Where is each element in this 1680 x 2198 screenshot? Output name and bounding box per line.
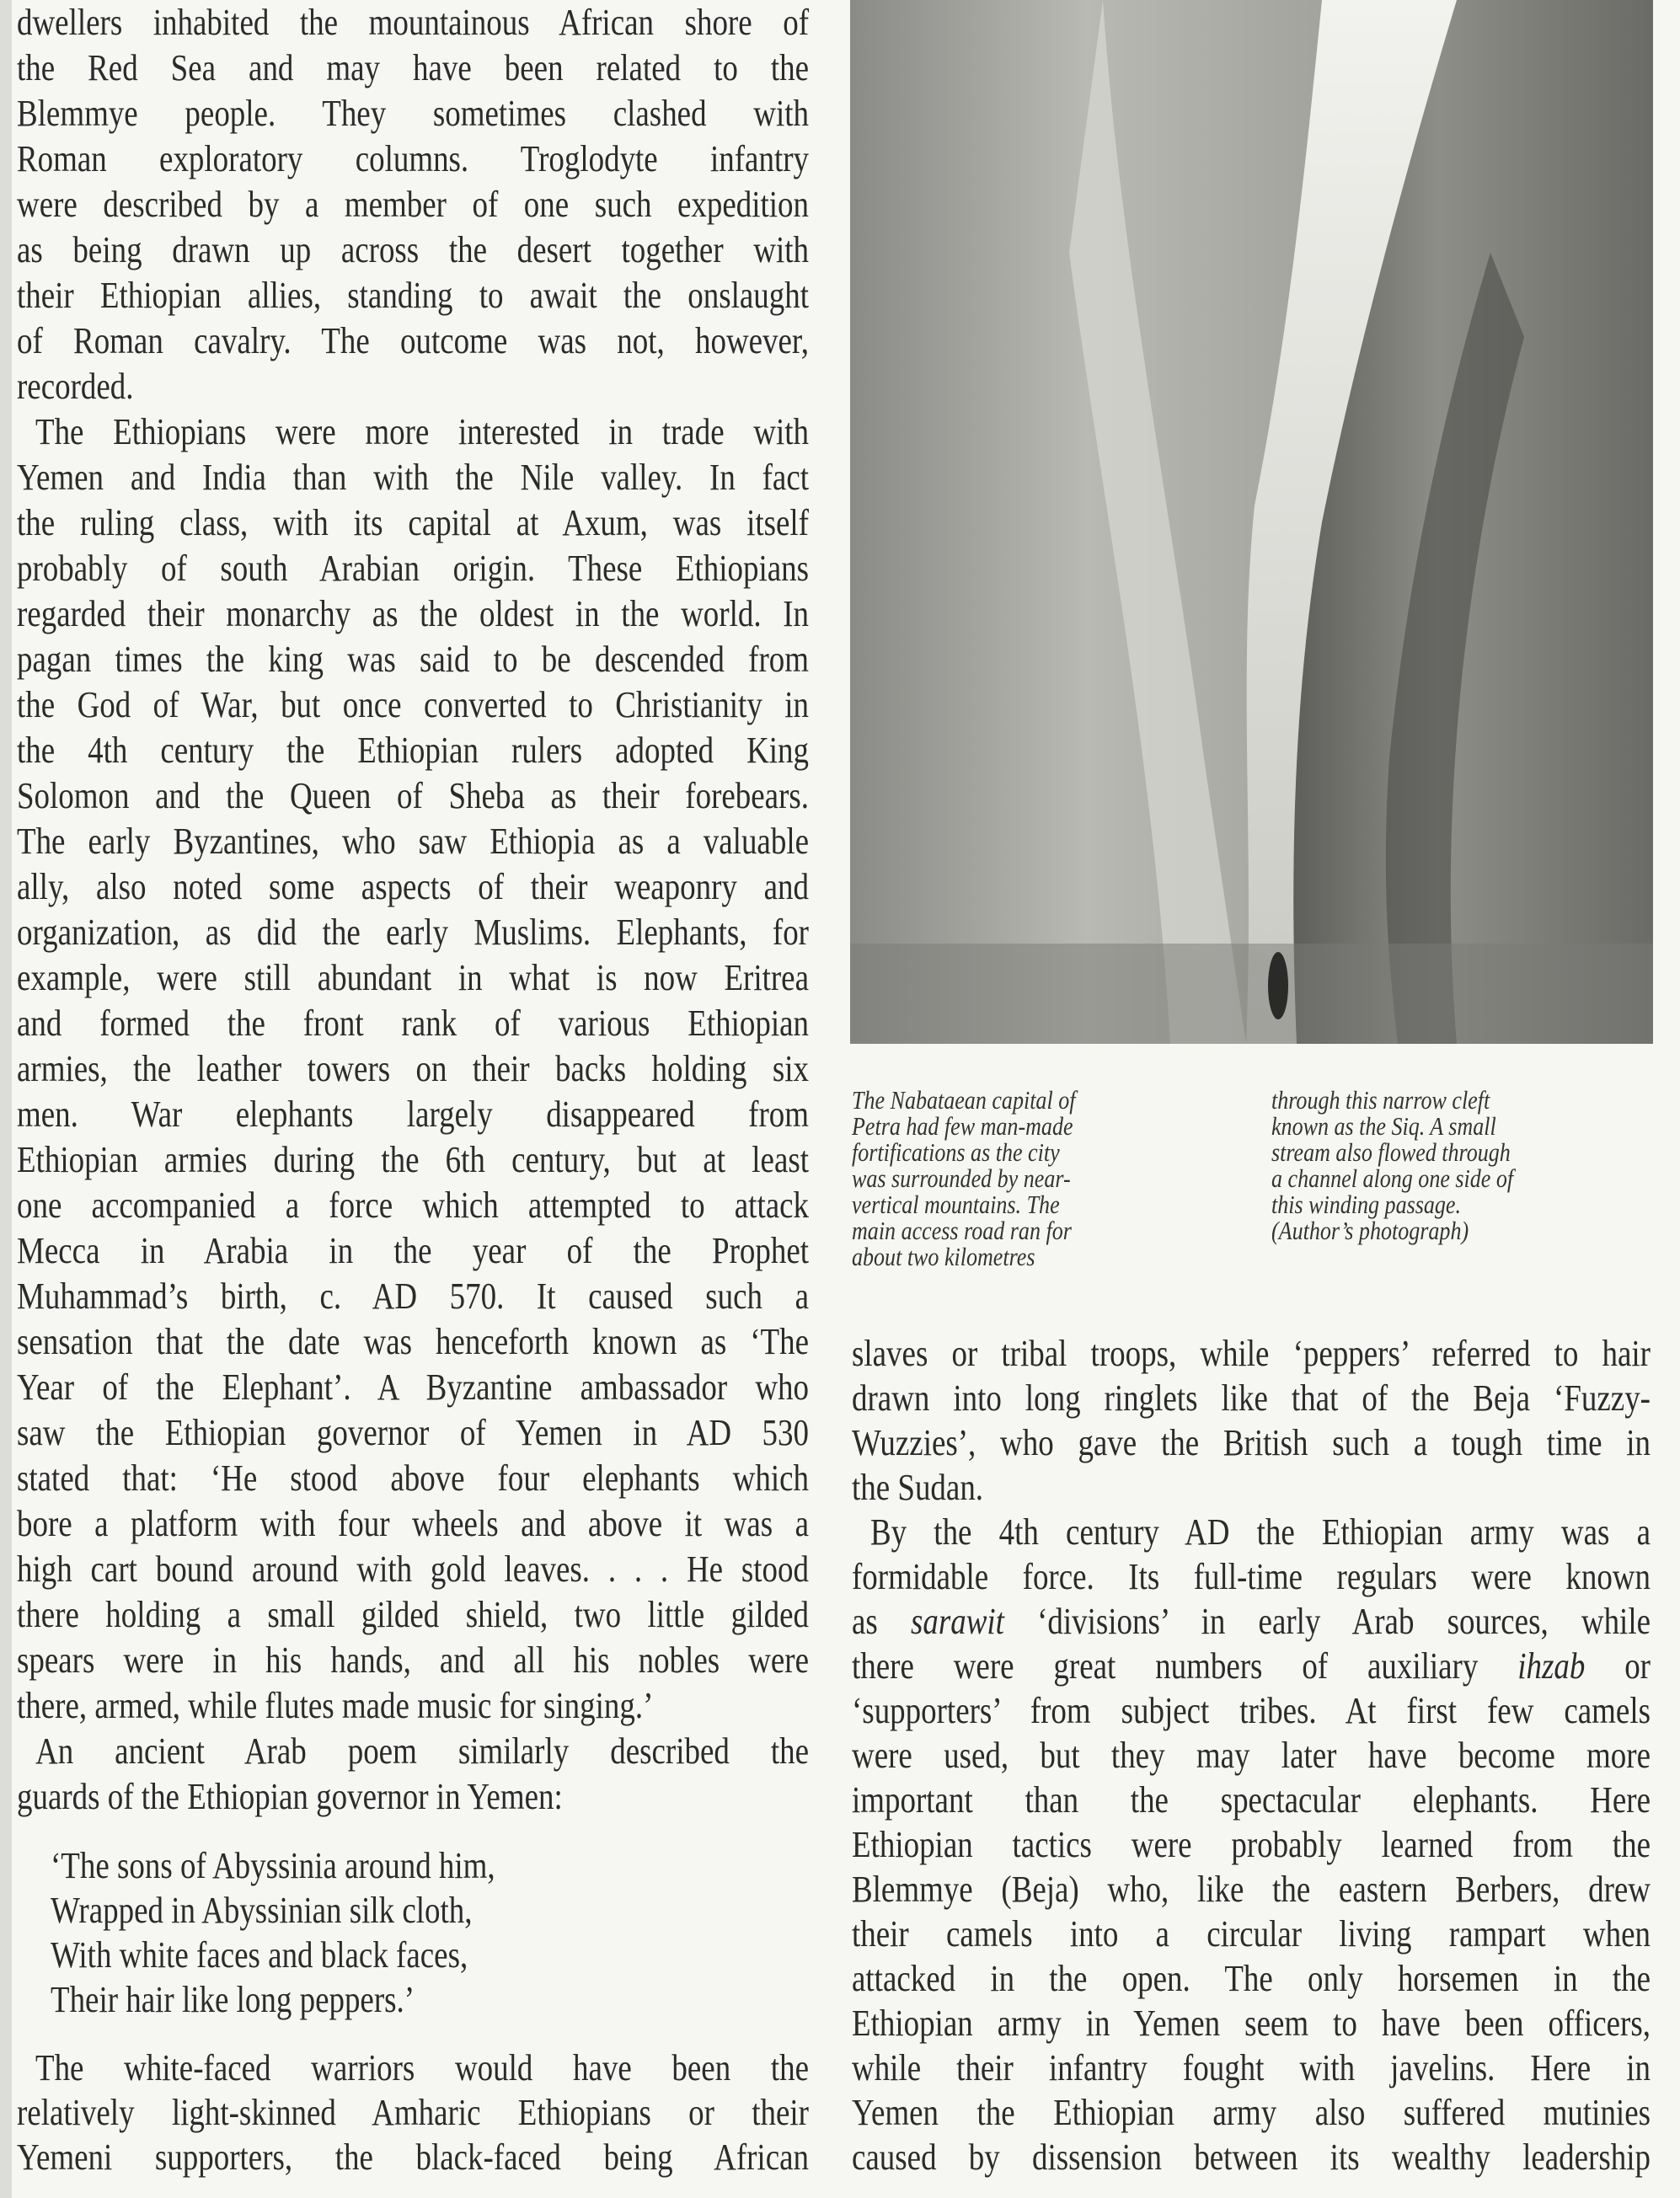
text-segment: Blemmye (Beja) who, like the eastern Berbers, drew [852, 1869, 1651, 1910]
text-segment: drawn into long ringlets like that of the Beja ‘Fuzzy- [852, 1377, 1651, 1419]
text-line: the Red Sea and may have been related to the [17, 47, 809, 88]
caption-line: was surrounded by near- [852, 1163, 1071, 1193]
text-line: one accompanied a force which attempted to attack [17, 1185, 809, 1226]
text-line: Roman exploratory columns. Troglodyte infantry [17, 138, 809, 179]
text-line: of Roman cavalry. The outcome was not, however, [17, 320, 809, 361]
italic-term: sarawit [910, 1601, 1004, 1642]
text-line: the God of War, but once converted to Christianity in [17, 684, 809, 725]
text-line: men. War elephants largely disappeared from [17, 1094, 809, 1135]
text-segment: attacked in the open. The only horsemen in the [852, 1958, 1651, 1999]
petra-siq-photograph [850, 0, 1653, 1044]
text-segment: were used, but they may later have become more [852, 1735, 1651, 1776]
text-line [852, 1644, 1651, 1689]
text-line: relatively light-skinned Amharic Ethiopians or their [17, 2092, 809, 2133]
text-line: their Ethiopian allies, standing to await the onslaught [17, 275, 809, 316]
text-line [852, 1331, 1651, 1377]
text-line: the 4th century the Ethiopian rulers adopted King [17, 730, 809, 771]
caption-line: known as the Siq. A small [1271, 1111, 1496, 1141]
poem-line: ‘The sons of Abyssinia around him, [51, 1845, 495, 1886]
text-line [852, 2135, 1651, 2180]
text-segment: important than the spectacular elephants. Here [852, 1779, 1651, 1821]
caption-line: this winding passage. [1271, 1190, 1461, 1219]
text-line: dwellers inhabited the mountainous African shore of [17, 2, 809, 43]
caption-line: about two kilometres [852, 1242, 1035, 1271]
text-line [852, 1376, 1651, 1421]
text-line: the ruling class, with its capital at Axum, was itself [17, 502, 809, 543]
italic-term: ihzab [1517, 1645, 1586, 1687]
text-line: Muhammad’s birth, c. AD 570. It caused such a [17, 1275, 809, 1317]
text-line [852, 1554, 1651, 1600]
text-line: Mecca in Arabia in the year of the Prophet [17, 1230, 809, 1271]
text-line: The Ethiopians were more interested in trade with [35, 411, 809, 452]
text-line [852, 1420, 1651, 1466]
caption-line: The Nabataean capital of [852, 1085, 1076, 1115]
text-line [852, 1688, 1651, 1734]
text-line: Blemmye people. They sometimes clashed with [17, 93, 809, 134]
text-line: The white-faced warriors would have been the [35, 2047, 809, 2088]
text-line: were described by a member of one such expedition [17, 184, 809, 225]
text-line: sensation that the date was henceforth known as ‘The [17, 1321, 809, 1362]
text-segment: ‘divisions’ in early Arab sources, while [1003, 1601, 1651, 1642]
photo-caption [852, 1087, 1652, 1289]
text-segment: there were great numbers of auxiliary [852, 1645, 1518, 1687]
left-text-column [17, 0, 809, 2198]
poem-line: Wrapped in Abyssinian silk cloth, [51, 1890, 473, 1931]
text-line [852, 1912, 1651, 1957]
text-line: Yemeni supporters, the black-faced being African [17, 2136, 809, 2178]
text-line: Year of the Elephant’. A Byzantine ambassador who [17, 1366, 809, 1408]
text-segment: Yemen the Ethiopian army also suffered mutinies [852, 2092, 1651, 2133]
right-text-column [852, 1331, 1651, 2198]
text-segment: as [852, 1601, 911, 1642]
caption-line: fortifications as the city [852, 1137, 1060, 1167]
text-segment: ‘supporters’ from subject tribes. At first few camels [852, 1690, 1651, 1731]
text-line [852, 1822, 1651, 1868]
page-edge-shadow [0, 0, 12, 2198]
text-segment: Ethiopian tactics were probably learned from the [852, 1824, 1651, 1865]
text-segment: By the 4th century AD the Ethiopian army was a [870, 1511, 1651, 1553]
text-segment: their camels into a circular living rampart when [852, 1913, 1651, 1955]
text-segment: the Sudan. [852, 1467, 984, 1508]
caption-line: main access road ran for [852, 1216, 1072, 1245]
text-line [852, 2001, 1651, 2046]
text-line: saw the Ethiopian governor of Yemen in AD 530 [17, 1412, 809, 1453]
text-line: guards of the Ethiopian governor in Yemen: [17, 1776, 563, 1817]
text-line: An ancient Arab poem similarly described the [35, 1730, 809, 1772]
poem-line: Their hair like long peppers.’ [51, 1979, 415, 2020]
text-line: high cart bound around with gold leaves. . . . He stood [17, 1548, 809, 1590]
text-line: there holding a small gilded shield, two little gilded [17, 1594, 809, 1635]
text-line [852, 1867, 1651, 1912]
text-segment: caused by dissension between its wealthy leadership [852, 2136, 1651, 2178]
text-line: The early Byzantines, who saw Ethiopia as a valuable [17, 821, 809, 862]
text-line [852, 2046, 1651, 2091]
text-segment: while their infantry fought with javelins. Here in [852, 2047, 1651, 2088]
caption-line: Petra had few man-made [852, 1111, 1073, 1141]
text-segment: slaves or tribal troops, while ‘peppers’ referred to hair [852, 1333, 1651, 1374]
text-line: there, armed, while flutes made music for singing.’ [17, 1685, 654, 1726]
text-line: spears were in his hands, and all his nobles were [17, 1639, 809, 1681]
poem-line: With white faces and black faces, [51, 1934, 468, 1976]
caption-line: through this narrow cleft [1271, 1085, 1490, 1115]
text-line: organization, as did the early Muslims. Elephants, for [17, 912, 809, 953]
text-line: pagan times the king was said to be descended from [17, 639, 809, 680]
text-segment: Wuzzies’, who gave the British such a tough time in [852, 1422, 1651, 1463]
text-line: ally, also noted some aspects of their weaponry and [17, 866, 809, 907]
caption-line: vertical mountains. The [852, 1190, 1060, 1219]
text-line: Solomon and the Queen of Sheba as their forebears. [17, 775, 809, 816]
caption-line: (Author’s photograph) [1271, 1216, 1469, 1245]
caption-line: stream also flowed through [1271, 1137, 1511, 1167]
text-line: example, were still abundant in what is now Eritrea [17, 957, 809, 998]
text-line: recorded. [17, 366, 134, 407]
text-line: regarded their monarchy as the oldest in the world. In [17, 593, 809, 634]
text-line: probably of south Arabian origin. These Ethiopians [17, 548, 809, 589]
text-line: stated that: ‘He stood above four elephants which [17, 1457, 809, 1499]
caption-line: a channel along one side of [1271, 1163, 1514, 1193]
text-line: bore a platform with four wheels and above it was a [17, 1503, 809, 1544]
text-line [852, 1956, 1651, 2002]
text-line: armies, the leather towers on their backs holding six [17, 1048, 809, 1089]
text-segment: formidable force. Its full-time regulars were known [852, 1556, 1651, 1597]
text-line [870, 1510, 1651, 1555]
text-line: Yemen and India than with the Nile valley. In fact [17, 457, 809, 498]
text-line [852, 1733, 1651, 1778]
text-line: Ethiopian armies during the 6th century, but at least [17, 1139, 809, 1180]
text-line [852, 2090, 1651, 2136]
text-line [852, 1465, 1651, 1511]
text-line: and formed the front rank of various Ethiopian [17, 1003, 809, 1044]
text-line [852, 1778, 1651, 1823]
text-line: as being drawn up across the desert together with [17, 229, 809, 270]
text-segment: Ethiopian army in Yemen seem to have been officers, [852, 2003, 1651, 2044]
text-line [852, 1599, 1651, 1644]
text-segment: or [1585, 1645, 1651, 1687]
